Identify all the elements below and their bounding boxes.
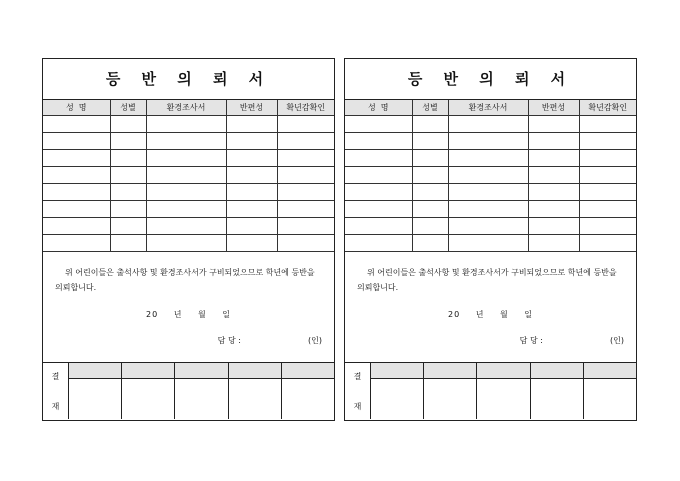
name-cell[interactable]	[43, 167, 110, 184]
class-cell[interactable]	[528, 184, 579, 201]
approval-label	[43, 363, 69, 419]
request-body	[345, 252, 636, 363]
name-cell[interactable]	[43, 116, 110, 133]
confirm-cell[interactable]	[579, 235, 636, 252]
env-survey-cell[interactable]	[146, 201, 226, 218]
approval-label-top: 결	[51, 372, 60, 381]
gender-cell[interactable]	[412, 116, 448, 133]
name-cell[interactable]	[43, 201, 110, 218]
env-survey-cell[interactable]	[448, 167, 528, 184]
confirm-cell[interactable]	[277, 150, 334, 167]
approval-slot-title[interactable]	[175, 363, 227, 379]
name-cell[interactable]	[345, 167, 412, 184]
name-cell[interactable]	[345, 150, 412, 167]
table-row	[43, 150, 334, 167]
seal-mark: (인)	[610, 336, 624, 345]
approval-slot-sign[interactable]	[531, 379, 583, 419]
form-title: 등 반 의 뢰 서	[43, 59, 334, 100]
signer-label: 담 당 :	[519, 336, 543, 345]
approval-columns	[69, 363, 334, 419]
approval-slot-title[interactable]	[229, 363, 281, 379]
approval-slot	[424, 363, 477, 419]
env-survey-cell[interactable]	[146, 235, 226, 252]
date-prefix: 20	[447, 310, 461, 319]
confirm-cell[interactable]	[579, 116, 636, 133]
approval-slot-title[interactable]	[282, 363, 334, 379]
confirm-cell[interactable]	[277, 235, 334, 252]
confirm-cell[interactable]	[277, 201, 334, 218]
date-year: 년	[475, 310, 485, 319]
approval-slot-sign[interactable]	[229, 379, 281, 419]
col-class-assign: 반편성	[528, 100, 579, 116]
env-survey-cell[interactable]	[448, 235, 528, 252]
transfer-request-form-right	[344, 58, 637, 421]
approval-slot-title[interactable]	[69, 363, 121, 379]
col-name: 성 명	[43, 100, 110, 116]
approval-slot-title[interactable]	[584, 363, 636, 379]
approval-slot	[175, 363, 228, 419]
table-row	[345, 150, 636, 167]
name-cell[interactable]	[345, 184, 412, 201]
table-row	[43, 116, 334, 133]
confirm-cell[interactable]	[579, 133, 636, 150]
name-cell[interactable]	[345, 235, 412, 252]
name-cell[interactable]	[345, 116, 412, 133]
name-cell[interactable]	[345, 133, 412, 150]
class-cell[interactable]	[226, 201, 277, 218]
confirm-cell[interactable]	[579, 218, 636, 235]
request-text: 위 어린이들은 출석사항 및 환경조사서가 구비되었으므로 학년에 등반을 의뢰합니다.	[357, 268, 617, 292]
approval-slot-title[interactable]	[122, 363, 174, 379]
request-body	[43, 252, 334, 363]
approval-slot	[477, 363, 530, 419]
name-cell[interactable]	[43, 133, 110, 150]
approval-slot-sign[interactable]	[477, 379, 529, 419]
env-survey-cell[interactable]	[448, 116, 528, 133]
approval-slot-sign[interactable]	[584, 379, 636, 419]
table-row	[43, 218, 334, 235]
table-row	[345, 184, 636, 201]
class-cell[interactable]	[226, 184, 277, 201]
approval-box	[345, 363, 636, 419]
transfer-request-form-left	[42, 58, 335, 421]
env-survey-cell[interactable]	[448, 218, 528, 235]
env-survey-cell[interactable]	[448, 201, 528, 218]
col-confirm: 확년감확인	[579, 100, 636, 116]
table-header-row	[345, 100, 636, 116]
table-row	[43, 201, 334, 218]
date-month: 월	[500, 310, 509, 319]
env-survey-cell[interactable]	[146, 167, 226, 184]
gender-cell[interactable]	[110, 133, 146, 150]
gender-cell[interactable]	[110, 116, 146, 133]
col-env-survey: 환경조사서	[146, 100, 226, 116]
class-cell[interactable]	[226, 235, 277, 252]
confirm-cell[interactable]	[277, 184, 334, 201]
date-day: 일	[524, 310, 534, 319]
date-prefix: 20	[145, 310, 159, 319]
col-env-survey: 환경조사서	[448, 100, 528, 116]
table-row	[345, 116, 636, 133]
table-row	[345, 218, 636, 235]
table-header-row	[43, 100, 334, 116]
name-cell[interactable]	[345, 201, 412, 218]
table-row	[43, 235, 334, 252]
class-cell[interactable]	[528, 218, 579, 235]
confirm-cell[interactable]	[277, 218, 334, 235]
approval-slot-title[interactable]	[477, 363, 529, 379]
gender-cell[interactable]	[110, 150, 146, 167]
approval-slot-sign[interactable]	[69, 379, 121, 419]
approval-slot-title[interactable]	[424, 363, 476, 379]
gender-cell[interactable]	[110, 184, 146, 201]
env-survey-cell[interactable]	[146, 133, 226, 150]
class-cell[interactable]	[226, 133, 277, 150]
env-survey-cell[interactable]	[146, 116, 226, 133]
gender-cell[interactable]	[412, 201, 448, 218]
table-row	[43, 167, 334, 184]
confirm-cell[interactable]	[579, 184, 636, 201]
approval-slot	[122, 363, 175, 419]
approval-slot-sign[interactable]	[371, 379, 423, 419]
env-survey-cell[interactable]	[448, 184, 528, 201]
class-cell[interactable]	[226, 116, 277, 133]
approval-slot-sign[interactable]	[424, 379, 476, 419]
class-cell[interactable]	[528, 167, 579, 184]
approval-slot	[69, 363, 122, 419]
env-survey-cell[interactable]	[448, 133, 528, 150]
class-cell[interactable]	[528, 150, 579, 167]
env-survey-cell[interactable]	[146, 150, 226, 167]
student-table	[345, 100, 636, 252]
confirm-cell[interactable]	[277, 116, 334, 133]
approval-columns	[371, 363, 636, 419]
col-gender: 성별	[412, 100, 448, 116]
approval-box	[43, 363, 334, 419]
approval-slot-sign[interactable]	[122, 379, 174, 419]
confirm-cell[interactable]	[277, 133, 334, 150]
approval-slot	[531, 363, 584, 419]
name-cell[interactable]	[43, 184, 110, 201]
approval-slot	[282, 363, 334, 419]
date-year: 년	[173, 310, 183, 319]
env-survey-cell[interactable]	[448, 150, 528, 167]
student-table	[43, 100, 334, 252]
approval-slot	[371, 363, 424, 419]
approval-slot-sign[interactable]	[282, 379, 334, 419]
approval-label-bottom: 재	[353, 402, 362, 411]
approval-slot-sign[interactable]	[175, 379, 227, 419]
class-cell[interactable]	[528, 133, 579, 150]
col-confirm: 확년감확인	[277, 100, 334, 116]
seal-mark: (인)	[308, 336, 322, 345]
class-cell[interactable]	[226, 150, 277, 167]
table-row	[345, 133, 636, 150]
table-row	[43, 133, 334, 150]
class-cell[interactable]	[528, 235, 579, 252]
col-class-assign: 반편성	[226, 100, 277, 116]
approval-slot	[229, 363, 282, 419]
gender-cell[interactable]	[110, 218, 146, 235]
table-row	[345, 201, 636, 218]
approval-label-bottom: 재	[51, 402, 60, 411]
approval-slot	[584, 363, 636, 419]
confirm-cell[interactable]	[277, 167, 334, 184]
gender-cell[interactable]	[110, 201, 146, 218]
class-cell[interactable]	[226, 167, 277, 184]
gender-cell[interactable]	[412, 218, 448, 235]
name-cell[interactable]	[43, 218, 110, 235]
name-cell[interactable]	[43, 235, 110, 252]
gender-cell[interactable]	[412, 167, 448, 184]
gender-cell[interactable]	[110, 235, 146, 252]
signer-line	[212, 335, 322, 346]
confirm-cell[interactable]	[579, 150, 636, 167]
form-title: 등 반 의 뢰 서	[345, 59, 636, 100]
class-cell[interactable]	[528, 116, 579, 133]
confirm-cell[interactable]	[579, 201, 636, 218]
gender-cell[interactable]	[412, 150, 448, 167]
approval-slot-title[interactable]	[371, 363, 423, 379]
env-survey-cell[interactable]	[146, 218, 226, 235]
gender-cell[interactable]	[412, 235, 448, 252]
signer-label: 담 당 :	[217, 336, 241, 345]
col-gender: 성별	[110, 100, 146, 116]
table-row	[43, 184, 334, 201]
class-cell[interactable]	[226, 218, 277, 235]
gender-cell[interactable]	[110, 167, 146, 184]
env-survey-cell[interactable]	[146, 184, 226, 201]
gender-cell[interactable]	[412, 133, 448, 150]
date-day: 일	[222, 310, 232, 319]
table-row	[345, 167, 636, 184]
col-name: 성 명	[345, 100, 412, 116]
date-line	[43, 309, 334, 320]
date-month: 월	[198, 310, 207, 319]
approval-label-top: 결	[353, 372, 362, 381]
name-cell[interactable]	[43, 150, 110, 167]
approval-label	[345, 363, 371, 419]
table-row	[345, 235, 636, 252]
approval-slot-title[interactable]	[531, 363, 583, 379]
class-cell[interactable]	[528, 201, 579, 218]
confirm-cell[interactable]	[579, 167, 636, 184]
name-cell[interactable]	[345, 218, 412, 235]
date-line	[345, 309, 636, 320]
gender-cell[interactable]	[412, 184, 448, 201]
signer-line	[514, 335, 624, 346]
request-text: 위 어린이들은 출석사항 및 환경조사서가 구비되었으므로 학년에 등반을 의뢰합니다.	[55, 268, 315, 292]
